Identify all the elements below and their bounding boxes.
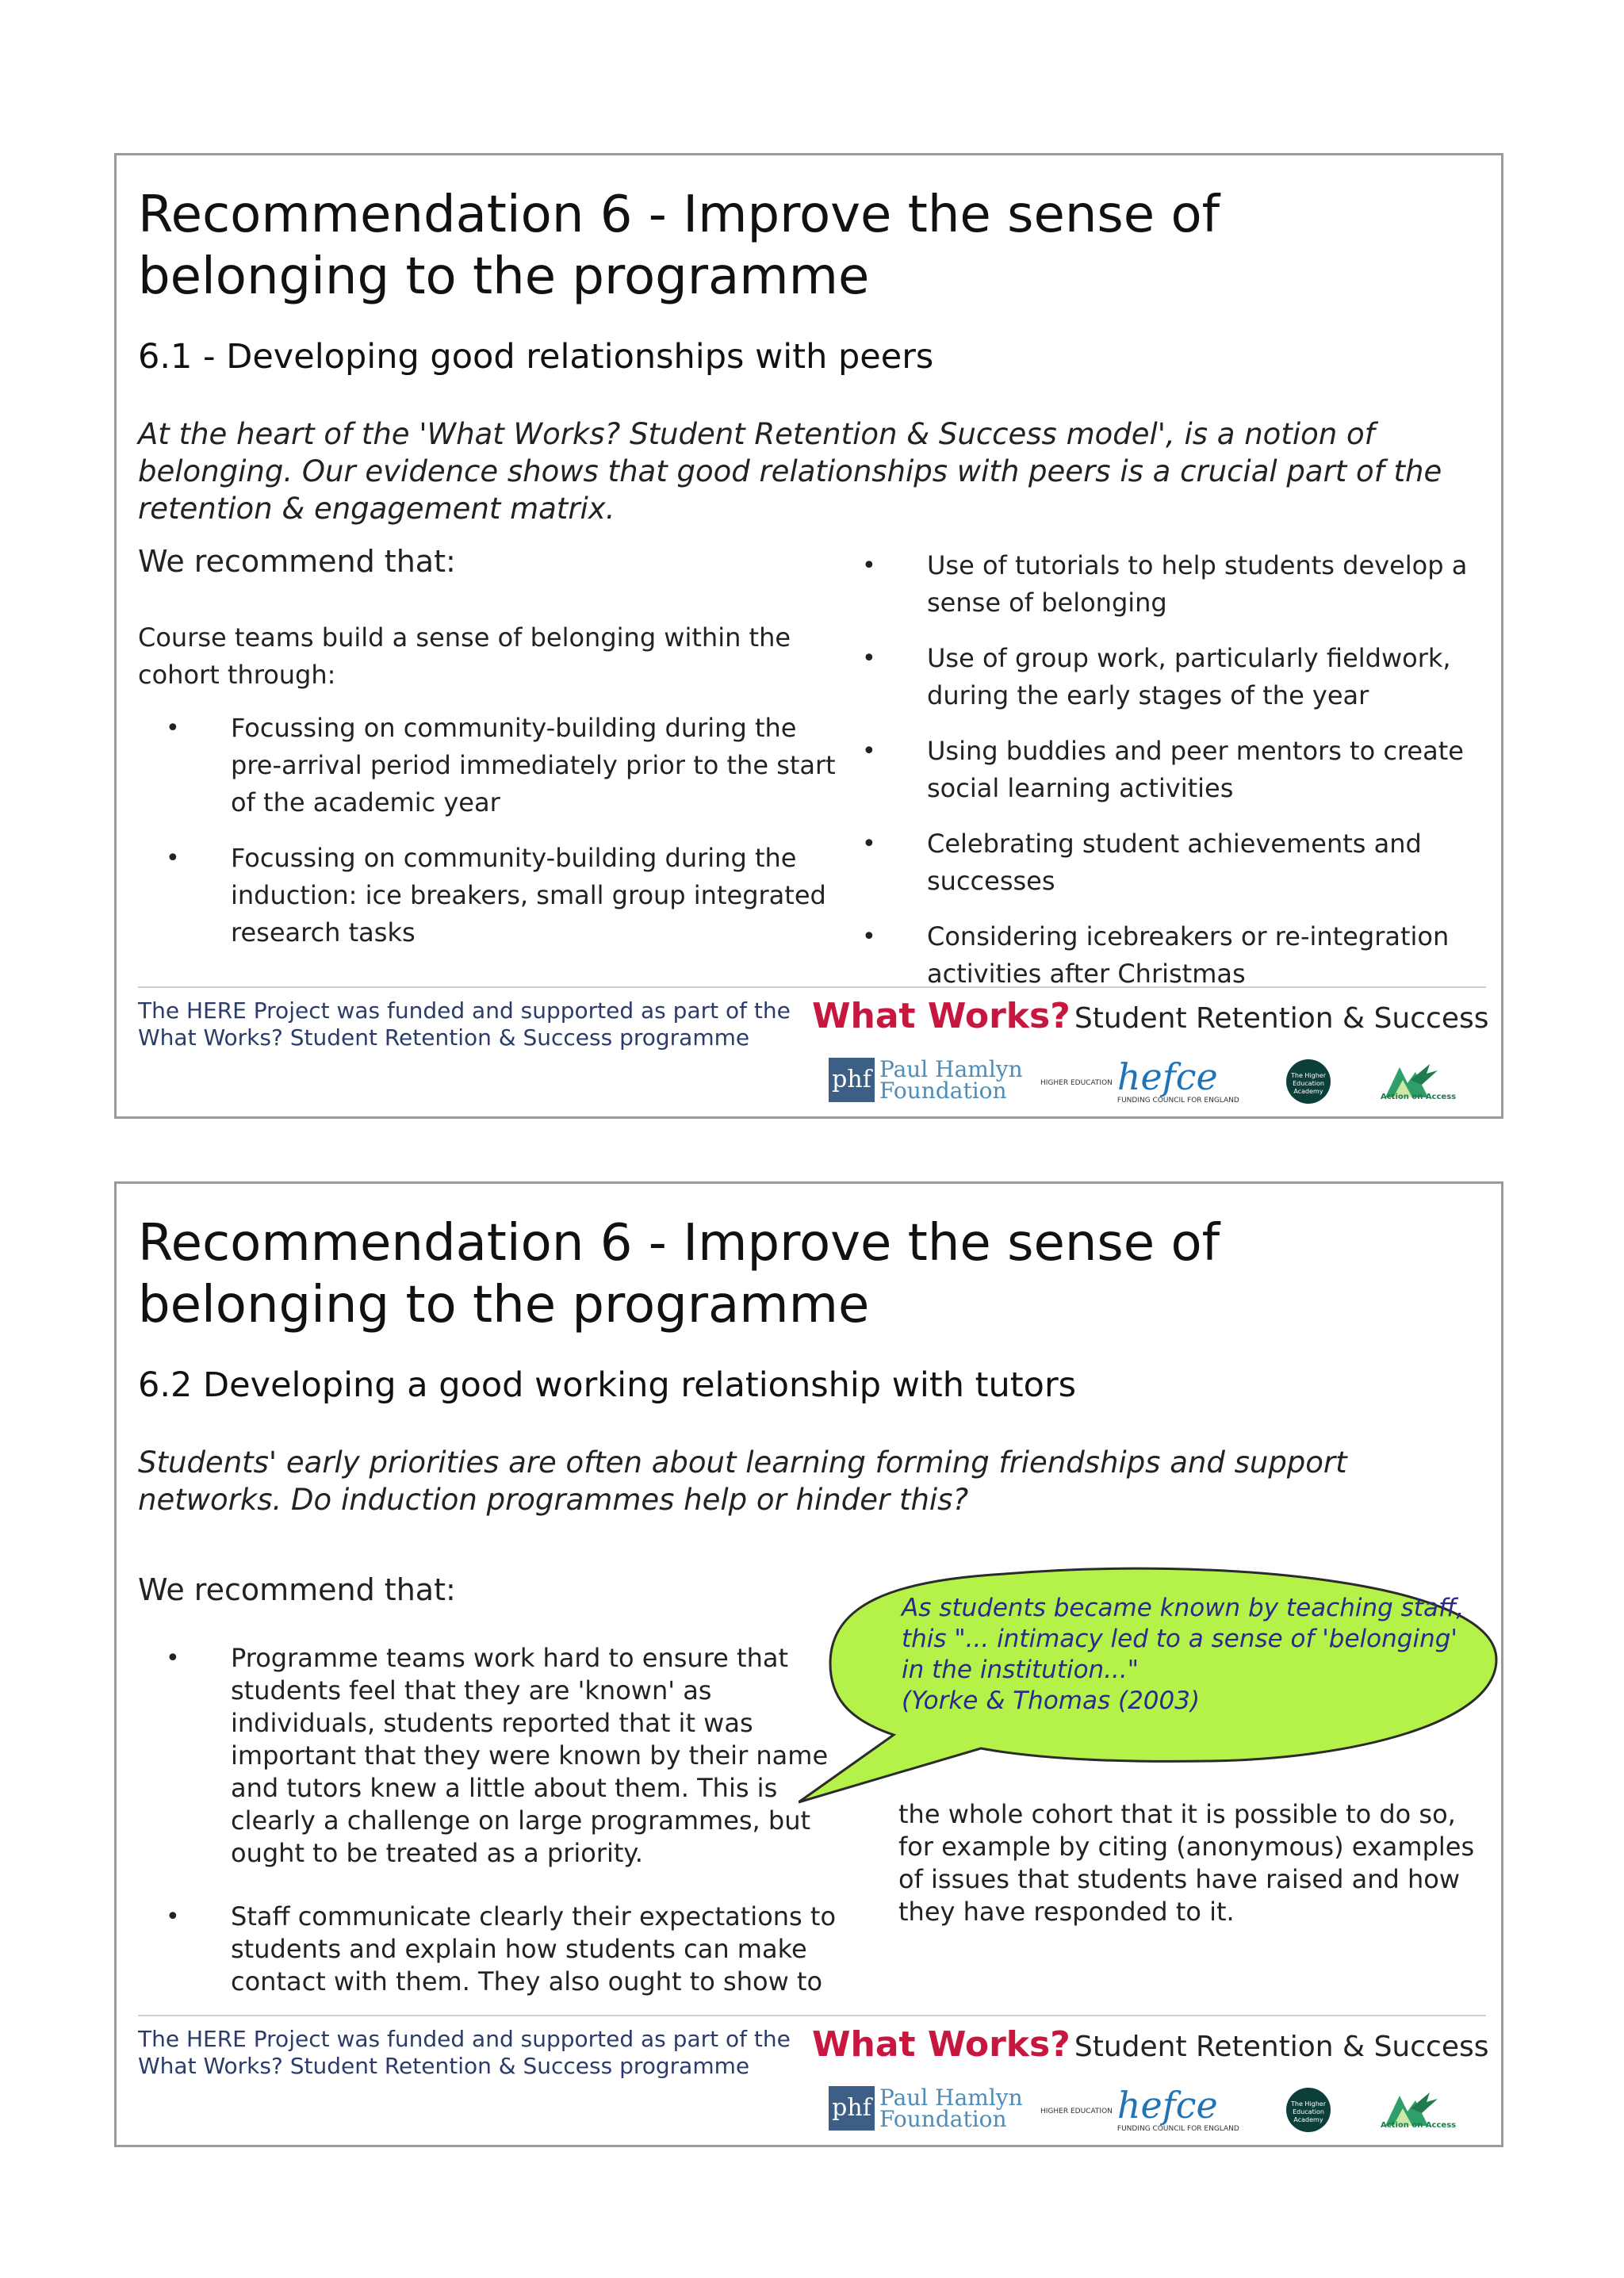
intro-text: At the heart of the 'What Works? Student Retention & Success model', is a notion of belonging. Our evidence shows that good relationships with peers is a crucial part of the retention & engagement matrix. — [138, 417, 1442, 526]
footer-divider — [138, 986, 1486, 988]
left-bullet-list — [138, 1642, 836, 1998]
list-item: • Celebrating student achievements and successes — [834, 825, 1500, 900]
bullet-icon: • — [862, 923, 876, 951]
funding-note: The HERE Project was funded and supported as part of the What Works? Student Retention & Success programme — [138, 997, 791, 1051]
quote-source: (Yorke & Thomas (2003) — [902, 1686, 1201, 1715]
list-item: • Using buddies and peer mentors to create social learning activities — [834, 733, 1500, 807]
paul-hamlyn-logo: phf Paul Hamlyn Foundation — [829, 2086, 1023, 2131]
list-item: • Use of tutorials to help students develop a sense of belonging — [834, 547, 1500, 622]
footer-divider — [138, 2015, 1486, 2016]
higher-education-academy-logo: The Higher Education Academy — [1286, 1059, 1331, 1104]
list-item: • Focussing on community-building during the induction: ice breakers, small group integrated research tasks — [138, 840, 844, 951]
hefce-logo: HIGHER EDUCATION hefce FUNDING COUNCIL FOR ENGLAND — [1040, 2084, 1239, 2133]
list-item: • Staff communicate clearly their expectations to students and explain how students can make contact with them. They also ought to show to — [166, 1901, 837, 1997]
paul-hamlyn-logo: phf Paul Hamlyn Foundation — [829, 1058, 1023, 1102]
slide-6-1 — [114, 153, 1503, 1119]
bullet-icon: • — [166, 714, 180, 742]
list-item: • Use of group work, particularly fieldwork, during the early stages of the year — [834, 640, 1500, 714]
recommend-heading: We recommend that: — [138, 544, 456, 579]
slide-6-2 — [114, 1181, 1503, 2147]
left-bullet-list — [138, 710, 844, 951]
bullet-icon: • — [166, 844, 180, 872]
list-item: • Focussing on community-building during the pre-arrival period immediately prior to the start of the academic year — [138, 710, 844, 821]
quote-text: As students became known by teaching staff, this "... intimacy led to a sense of 'belonging' in the institution..." — [902, 1594, 1465, 1684]
bullet-icon: • — [862, 645, 876, 672]
what-works-brand: What Works? Student Retention & Success — [812, 2024, 1489, 2065]
slide-title: Recommendation 6 - Improve the sense of belonging to the programme — [138, 186, 1220, 306]
bullet-icon: • — [862, 830, 876, 858]
bullet-icon: • — [862, 737, 876, 765]
bullet-icon: • — [166, 1644, 180, 1672]
list-item: • Considering icebreakers or re-integration activities after Christmas — [834, 918, 1500, 993]
recommend-heading: We recommend that: — [138, 1572, 456, 1607]
slide-subtitle: 6.2 Developing a good working relationship with tutors — [138, 1365, 1077, 1405]
list-item: • Programme teams work hard to ensure that students feel that they are 'known' as individuals, students reported that it was important that they were known by their name and tutors knew a little about them. This is clearly a challenge on large programmes, but ought to be treated as a priority. — [166, 1643, 829, 1868]
action-on-access-logo: Action on Access — [1381, 2085, 1476, 2138]
right-bullet-list — [834, 547, 1500, 993]
higher-education-academy-logo: The Higher Education Academy — [1286, 2088, 1331, 2132]
funding-note: The HERE Project was funded and supported as part of the What Works? Student Retention & Success programme — [138, 2026, 791, 2079]
lead-text: Course teams build a sense of belonging within the cohort through: — [138, 622, 791, 690]
bullet-icon: • — [862, 552, 876, 580]
continuation-text: the whole cohort that it is possible to do so, for example by citing (anonymous) examples of issues that students have raised and how they have responded to it. — [898, 1799, 1475, 1927]
slide-subtitle: 6.1 - Developing good relationships with peers — [138, 337, 934, 377]
action-on-access-logo: Action on Access — [1381, 1056, 1476, 1110]
quote-text-block — [902, 1593, 1480, 1717]
what-works-brand: What Works? Student Retention & Success — [812, 996, 1489, 1036]
slide-title: Recommendation 6 - Improve the sense of belonging to the programme — [138, 1214, 1220, 1334]
hefce-logo: HIGHER EDUCATION hefce FUNDING COUNCIL FOR ENGLAND — [1040, 1055, 1239, 1105]
intro-text: Students' early priorities are often about learning forming friendships and support networks. Do induction programmes help or hinder this? — [138, 1445, 1347, 1517]
bullet-icon: • — [166, 1903, 180, 1931]
